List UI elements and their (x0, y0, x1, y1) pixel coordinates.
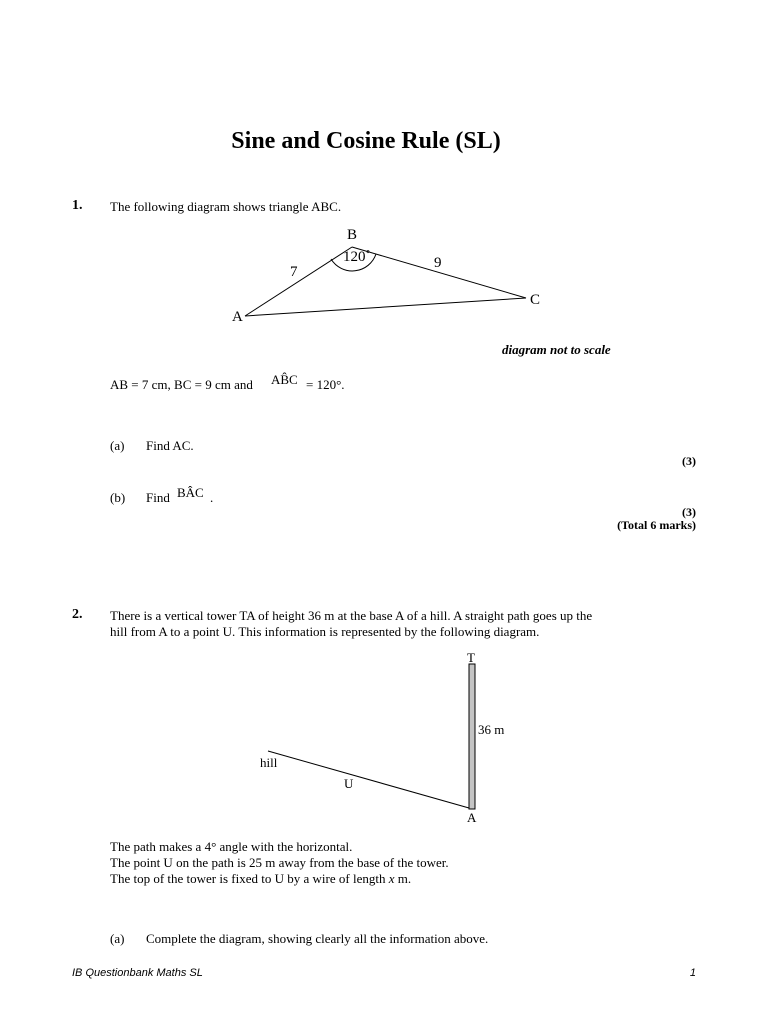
hill-label: hill (260, 755, 278, 770)
question-2-intro-line-1: There is a vertical tower TA of height 36 m at the base A of a hill. A straight path goes up the (110, 608, 593, 623)
point-u-label: U (344, 776, 354, 791)
part-b-text: Find (146, 490, 170, 505)
tower-height-label: 36 m (478, 722, 505, 737)
page-title: Sine and Cosine Rule (SL) (231, 128, 501, 154)
question-1-intro: The following diagram shows triangle ABC. (110, 199, 342, 214)
info-line-2: The point U on the path is 25 m away from the base of the tower. (110, 855, 449, 870)
part-b-label: (b) (110, 490, 126, 505)
question-1-number: 1. (72, 198, 83, 213)
vertex-a-label: A (232, 309, 243, 325)
info-line-3-variable: x (388, 871, 395, 886)
hill-path-line (268, 751, 469, 808)
vertex-b-label: B (347, 227, 358, 243)
part-b-angle: BÂC (177, 485, 204, 500)
part-a-marks: (3) (682, 454, 696, 468)
side-ab-length: 7 (290, 264, 298, 280)
given-value: = 120°. (306, 377, 345, 392)
side-bc-length: 9 (434, 255, 442, 271)
scale-note: diagram not to scale (502, 342, 611, 357)
part-b-end: . (210, 490, 214, 505)
tower-ta (469, 664, 475, 809)
question-1-total: (Total 6 marks) (617, 518, 696, 532)
info-line-3-unit: m. (397, 871, 412, 886)
given-text: AB = 7 cm, BC = 9 cm and (110, 377, 253, 392)
part-b-marks: (3) (682, 505, 696, 519)
given-angle: AB̂C (271, 372, 298, 387)
info-line-3-text: The top of the tower is fixed to U by a wire of length (110, 871, 386, 886)
tower-top-label: T (467, 650, 475, 665)
part-a-text: Find AC. (146, 438, 194, 453)
footer-source: IB Questionbank Maths SL (72, 967, 203, 979)
vertex-c-label: C (530, 292, 541, 308)
q2-part-a-text: Complete the diagram, showing clearly all the information above. (146, 931, 489, 946)
info-line-3 (110, 871, 411, 887)
angle-b-label: 120˚ (343, 249, 371, 265)
tower-base-label: A (467, 810, 477, 825)
question-2-number: 2. (72, 607, 83, 622)
info-line-1: The path makes a 4° angle with the horizontal. (110, 839, 353, 854)
footer-page-number: 1 (689, 967, 696, 979)
q2-part-a-label: (a) (110, 931, 125, 946)
question-2-intro-line-2: hill from A to a point U. This information is represented by the following diagram. (110, 624, 540, 639)
part-a-label: (a) (110, 438, 125, 453)
